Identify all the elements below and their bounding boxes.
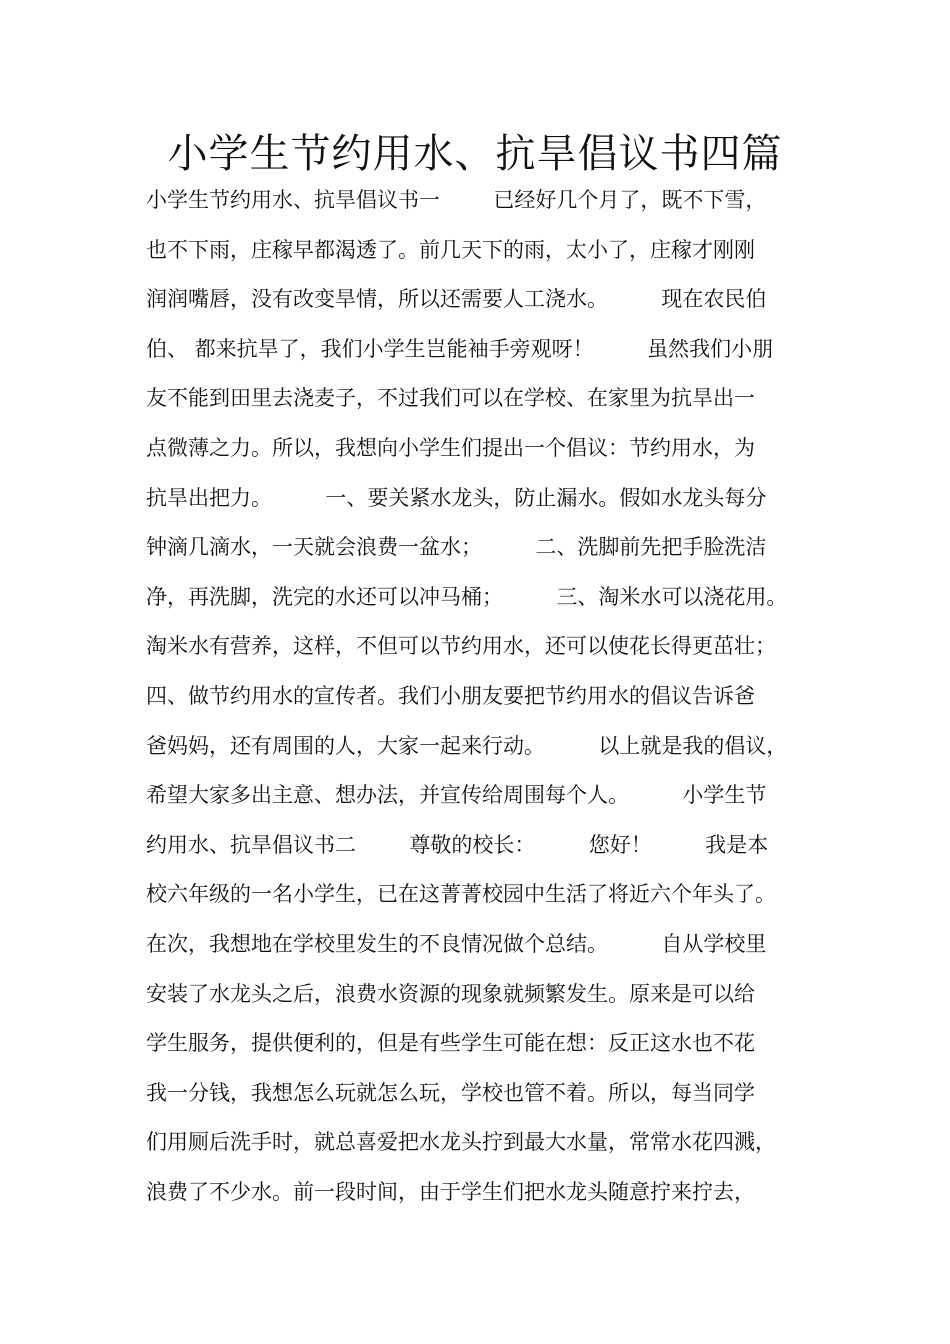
body-line: 们用厕后洗手时，就总喜爱把水龙头拧到最大水量，常常水花四溅， <box>146 1130 776 1155</box>
body-line: 友不能到田里去浇麦子，不过我们可以在学校、在家里为抗旱出一 <box>146 386 755 411</box>
body-line: 爸妈妈，还有周围的人，大家一起来行动。 以上就是我的倡议， <box>146 733 788 758</box>
body-line: 我一分钱，我想怎么玩就怎么玩，学校也管不着。所以，每当同学 <box>146 1080 755 1105</box>
body-line: 也不下雨，庄稼早都渴透了。前几天下的雨，太小了，庄稼才刚刚 <box>146 237 755 262</box>
document-body <box>146 180 826 1221</box>
body-line: 在次，我想地在学校里发生的不良情况做个总结。 自从学校里 <box>146 931 767 956</box>
body-line: 浪费了不少水。前一段时间，由于学生们把水龙头随意拧来拧去， <box>146 1179 755 1204</box>
body-line: 校六年级的一名小学生，已在这菁菁校园中生活了将近六个年头了。 <box>146 882 776 907</box>
body-line: 约用水、抗旱倡议书二 尊敬的校长： 您好！ 我是本 <box>146 832 769 857</box>
body-line: 伯、 都来抗旱了，我们小学生岂能袖手旁观呀！ 虽然我们小朋 <box>146 336 774 361</box>
body-line: 净，再洗脚，洗完的水还可以冲马桶； 三、淘米水可以浇花用。 <box>146 584 788 609</box>
body-line: 学生服务，提供便利的，但是有些学生可能在想：反正这水也不花 <box>146 1031 755 1056</box>
document-title: 小学生节约用水、抗旱倡议书四篇 <box>167 131 783 177</box>
body-line: 四、做节约用水的宣传者。我们小朋友要把节约用水的倡议告诉爸 <box>146 683 755 708</box>
body-line: 小学生节约用水、抗旱倡议书一 已经好几个月了，既不下雪， <box>146 188 767 212</box>
body-line: 抗旱出把力。 一、要关紧水龙头，防止漏水。假如水龙头每分 <box>146 485 767 510</box>
body-line: 希望大家多出主意、想办法，并宣传给周围每个人。 小学生节 <box>146 783 767 808</box>
body-line: 安装了水龙头之后，浪费水资源的现象就频繁发生。原来是可以给 <box>146 981 755 1006</box>
body-line: 淘米水有营养，这样，不但可以节约用水，还可以使花长得更茁壮； <box>146 634 776 659</box>
body-line: 钟滴几滴水，一天就会浪费一盆水； 二、洗脚前先把手脸洗洁 <box>146 535 767 560</box>
body-line: 润润嘴唇，没有改变旱情，所以还需要人工浇水。 现在农民伯 <box>146 287 767 312</box>
body-line: 点微薄之力。所以，我想向小学生们提出一个倡议：节约用水，为 <box>146 435 755 460</box>
